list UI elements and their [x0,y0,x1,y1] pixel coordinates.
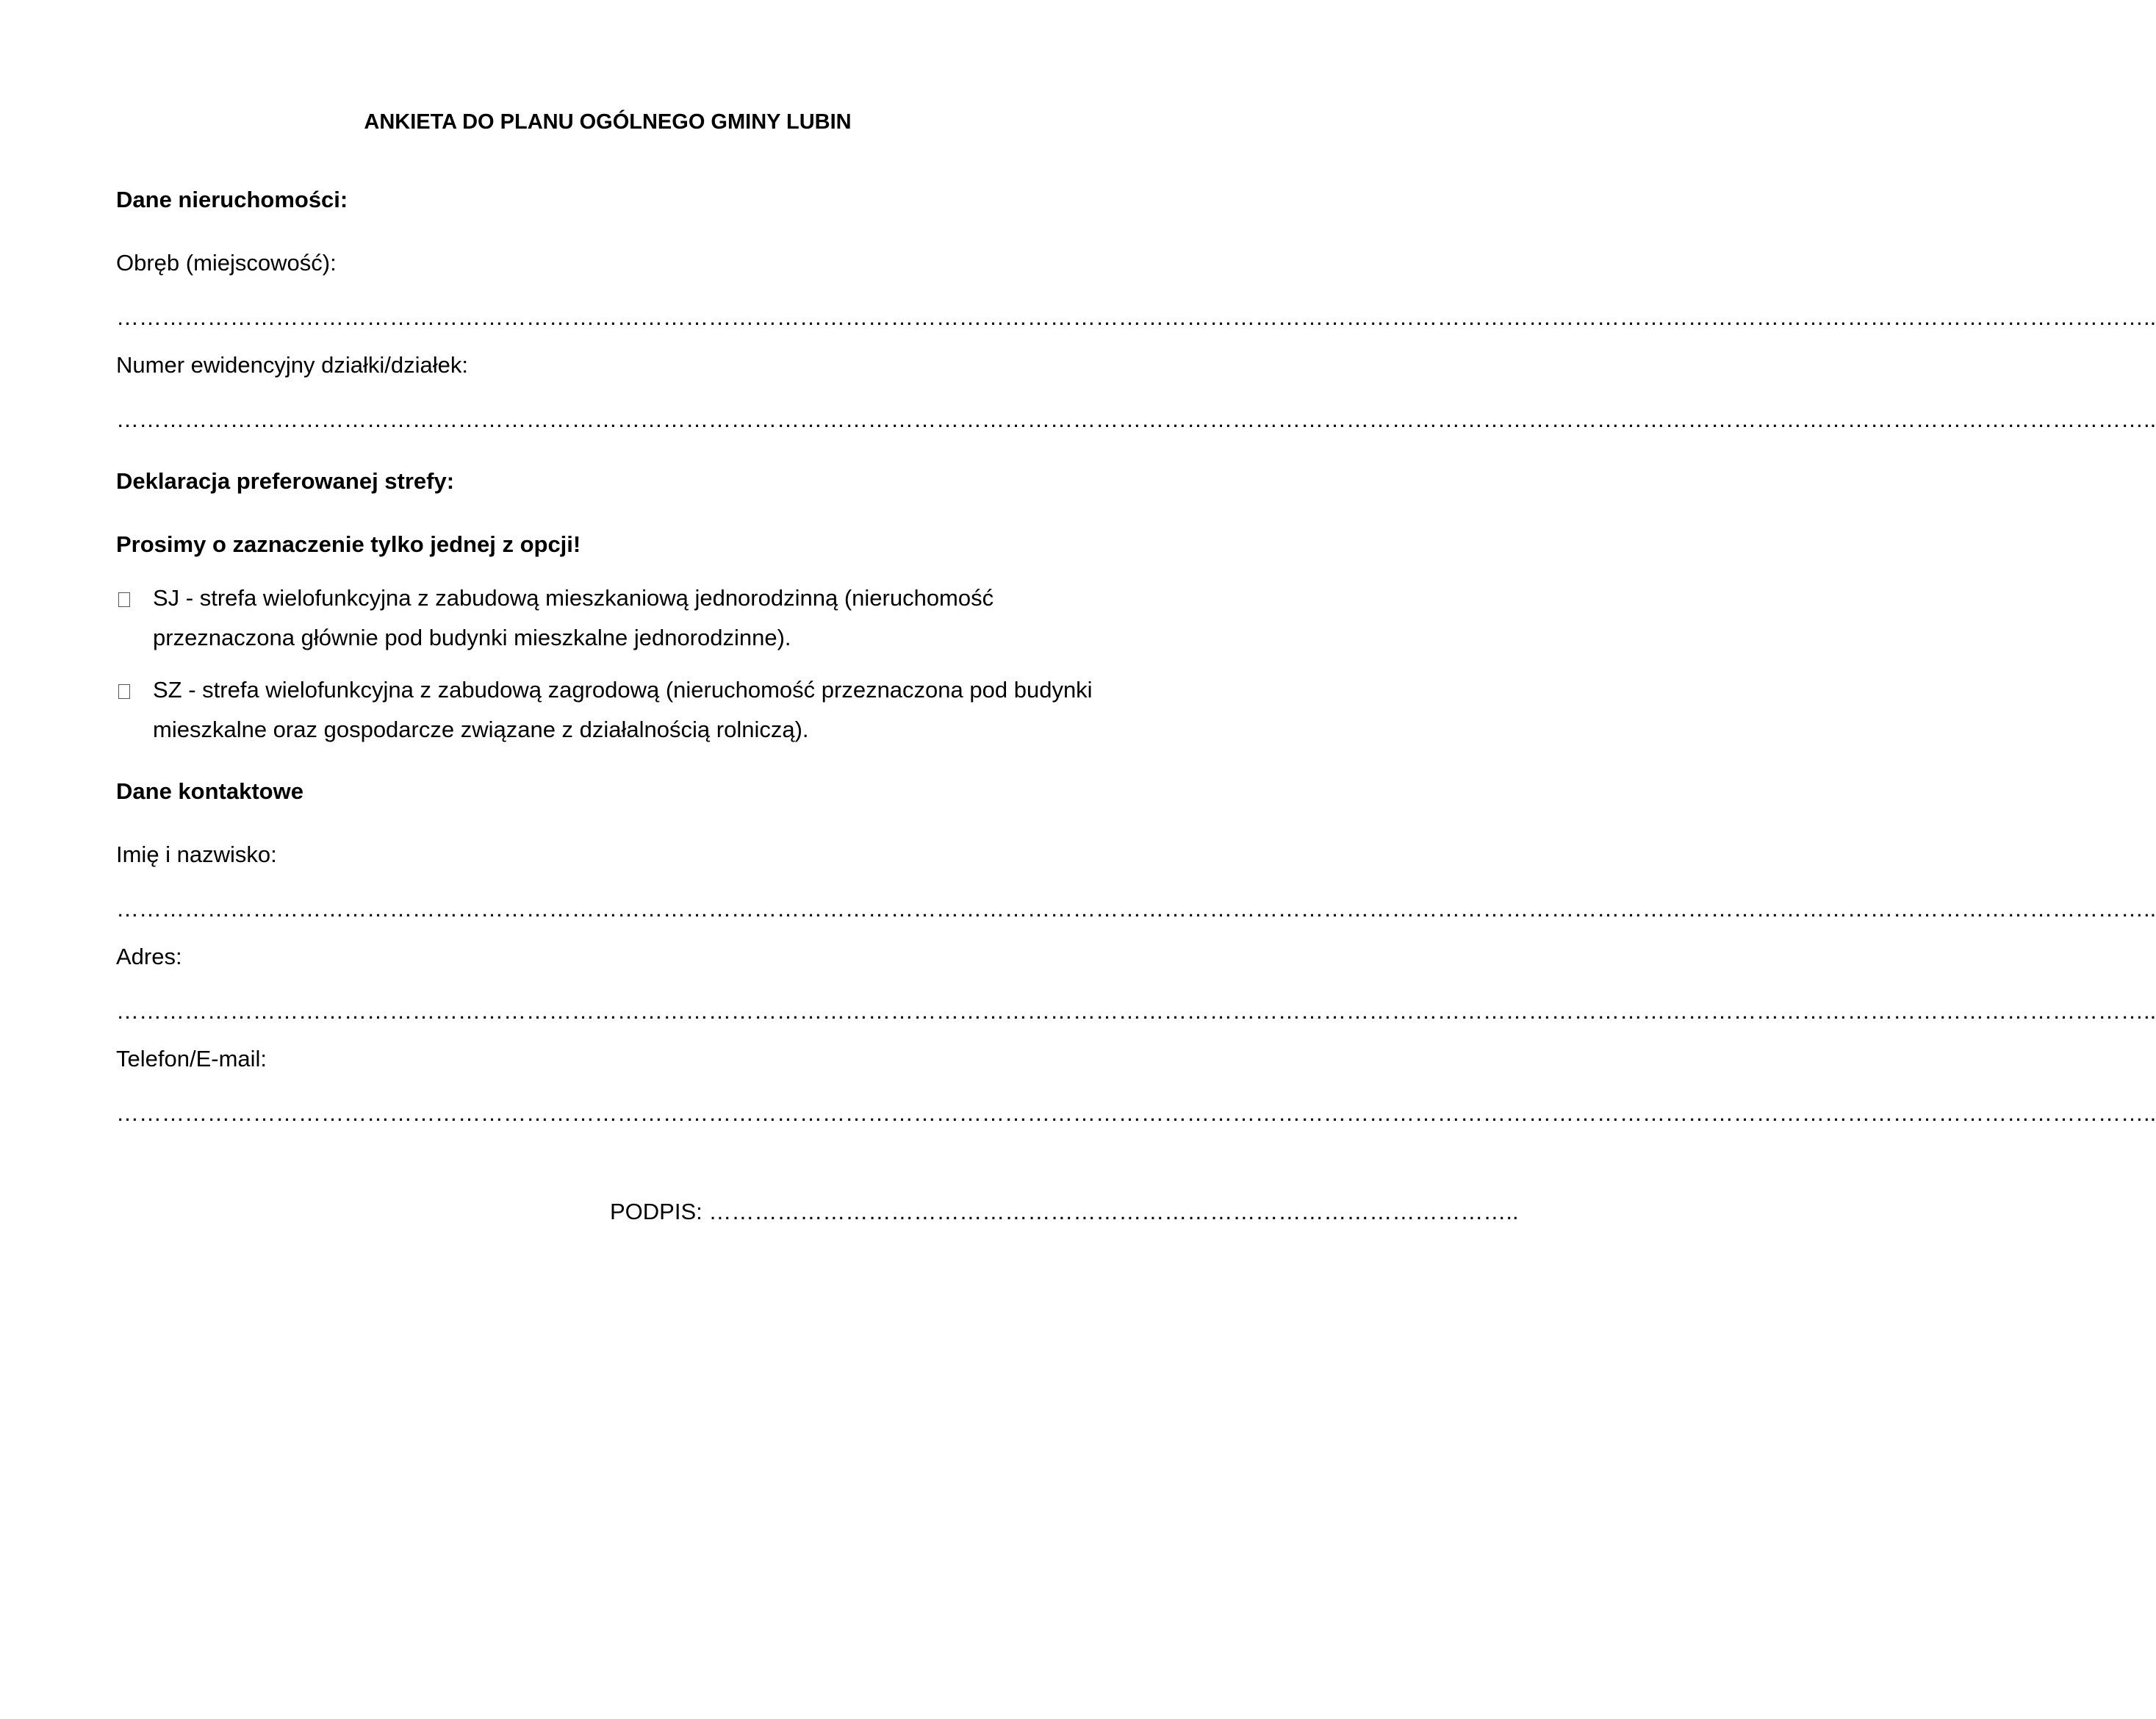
fill-line: …………………………………………………………………………………………………………………………………………………………………………………………………………………………………………….. [116,304,2156,330]
zone-option-sz-line2: mieszkalne oraz gospodarcze związane z działalnością rolniczą). [153,717,809,742]
zone-option-sj-line2: przeznaczona głównie pod budynki mieszkalne jednorodzinne). [153,625,791,650]
zone-option-sz-line1: SZ - strefa wielofunkcyjna z zabudową zagrodową (nieruchomość przeznaczona pod budynki [153,677,1093,703]
field-label-parcel-number: Numer ewidencyjny działki/działek: [116,352,468,378]
document-title: ANKIETA DO PLANU OGÓLNEGO GMINY LUBIN [364,110,852,134]
signature-line[interactable]: …………………………………………………………………………………………….. [708,1199,1519,1224]
checkbox-sz[interactable] [118,684,130,699]
contact-section-heading: Dane kontaktowe [116,778,303,804]
fill-line: …………………………………………………………………………………………………………………………………………………………………………………………………………………………………………….. [116,1100,2156,1126]
signature-block [610,1198,1519,1226]
zone-section-heading: Deklaracja preferowanej strefy: [116,468,455,494]
zone-option-sj-text [153,578,1130,658]
field-label-address: Adres: [116,944,182,969]
field-label-contact: Telefon/E-mail: [116,1046,267,1072]
field-input-name[interactable] [116,895,2156,923]
fill-line: …………………………………………………………………………………………………………………………………………………………………………………………………………………………………………….. [116,896,2156,922]
zone-instruction: Prosimy o zaznaczenie tylko jednej z opcji! [116,531,581,557]
checkbox-sj[interactable] [118,592,130,607]
field-input-precinct[interactable] [116,304,2156,331]
fill-line: …………………………………………………………………………………………………………………………………………………………………………………………………………………………………………….. [116,406,2156,432]
zone-option-sz-text [153,670,1130,750]
field-input-contact[interactable] [116,1099,2156,1127]
signature-label: PODPIS: [610,1199,703,1224]
field-label-name: Imię i nazwisko: [116,841,277,867]
field-input-address[interactable] [116,997,2156,1025]
property-section-heading: Dane nieruchomości: [116,187,348,212]
field-label-precinct: Obręb (miejscowość): [116,250,337,276]
zone-option-sj-line1: SJ - strefa wielofunkcyjna z zabudową mieszkaniową jednorodzinną (nieruchomość [153,585,994,611]
field-input-parcel-number[interactable] [116,406,2156,434]
fill-line: …………………………………………………………………………………………………………………………………………………………………………………………………………………………………………….. [116,998,2156,1024]
